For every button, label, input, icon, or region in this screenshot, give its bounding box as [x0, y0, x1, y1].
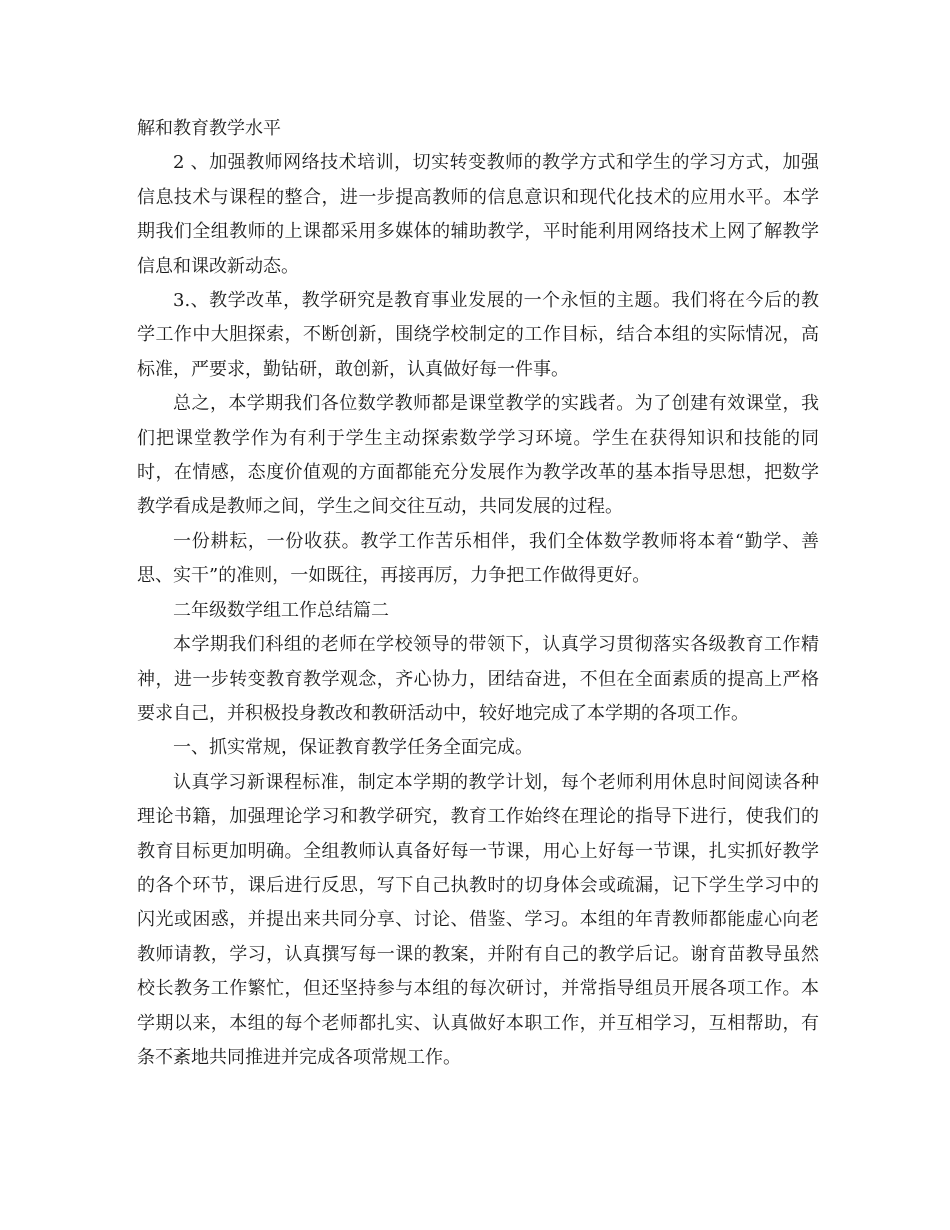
paragraph-continuation: 解和教育教学水平: [137, 118, 281, 139]
paragraph-harvest: 一份耕耘，一份收获。教学工作苦乐相伴，我们全体数学教师将本着“勤学、善思、实干”的准则，一如既往，再接再厉，力争把工作做得更好。: [137, 530, 819, 587]
paragraph-curriculum: 认真学习新课程标准，制定本学期的教学计划，每个老师利用休息时间阅读各种理论书籍，加强理论学习和教学研究，教育工作始终在理论的指导下进行，使我们的教育目标更加明确。全组教师认真备好每一节课，用心上好每一节课，扎实抓好教学的各个环节，课后进行反思，写下自己执教时的切身体会或疏漏，记下学生学习中的闪光或困惑，并提出来共同分享、讨论、借鉴、学习。本组的年青教师都能虚心向老教师请教，学习，认真撰写每一课的教案，并附有自己的教学后记。谢育苗教导虽然校长教务工作繁忙，但还坚持参与本组的每次研讨，并常指导组员开展各项工作。本学期以来，本组的每个老师都扎实、认真做好本职工作，并互相学习，互相帮助，有条不紊地共同推进并完成各项常规工作。: [137, 771, 819, 1068]
section-heading: 二年级数学组工作总结篇二: [173, 599, 389, 621]
paragraph-teaching-reform: 3.、教学改革，教学研究是教育事业发展的一个永恒的主题。我们将在今后的教学工作中大胆探索，不断创新，围绕学校制定的工作目标，结合本组的实际情况，高标准，严要求，勤钻研，敢创新，认真做好每一件事。: [137, 290, 819, 380]
document-body: [137, 112, 819, 1075]
paragraph-intro: 本学期我们科组的老师在学校领导的带领下，认真学习贯彻落实各级教育工作精神，进一步转变教育教学观念，齐心协力，团结奋进，不但在全面素质的提高上严格要求自己，并积极投身教改和教研活动中，较好地完成了本学期的各项工作。: [137, 634, 819, 724]
paragraph-network-training: 2 、加强教师网络技术培训，切实转变教师的教学方式和学生的学习方式，加强信息技术与课程的整合，进一步提高教师的信息意识和现代化技术的应用水平。本学期我们全组教师的上课都采用多媒体的辅助教学，平时能利用网络技术上网了解教学信息和课改新动态。: [137, 152, 819, 277]
subsection-heading: 一、抓实常规，保证教育教学任务全面完成。: [173, 737, 533, 759]
paragraph-summary: 总之，本学期我们各位数学教师都是课堂教学的实践者。为了创建有效课堂，我们把课堂教学作为有利于学生主动探索数学学习环境。学生在获得知识和技能的同时，在情感，态度价值观的方面都能充分发展作为教学改革的基本指导思想，把数学教学看成是教师之间，学生之间交往互动，共同发展的过程。: [137, 393, 819, 518]
